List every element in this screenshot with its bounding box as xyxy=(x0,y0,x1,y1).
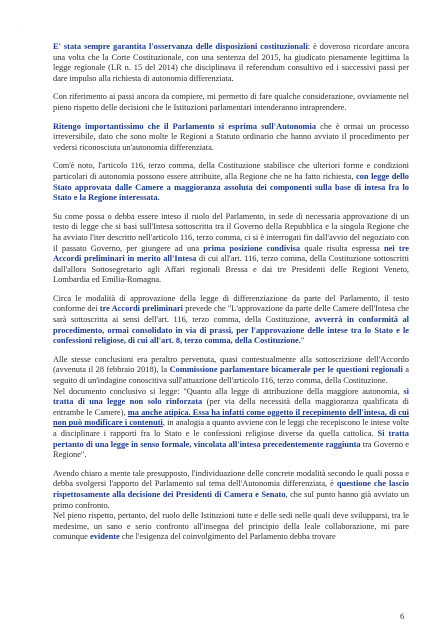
page-number: 6 xyxy=(400,612,405,621)
text-run: Nel pieno rispetto, pertanto, del ruolo delle Istituzioni tutte e delle sedi nelle quali deve svilupparsi, tra le medesime, un sano e serio confronto all'insegna del principio della leale collaborazione, mi pare comunque xyxy=(53,511,409,542)
document-body xyxy=(53,42,409,551)
text-run: , in analogia a quanto avviene con le leggi che recepiscono le intese volte a disciplinare i rapporti fra lo Stato e le confessioni religiose diverse da quella cattolica. xyxy=(53,418,409,438)
scan-mark: · xyxy=(17,22,19,28)
text-run: " xyxy=(300,336,305,346)
paragraph xyxy=(53,469,409,543)
bold-text-run: Ritengo importantissimo che il Parlamento si esprima sull'Autonomia xyxy=(53,121,317,131)
bold-text-run: ma anche atipica. Essa ha infatti come oggetto il recepimento dell'intesa, di cui non può modificare i contenuti xyxy=(53,407,410,428)
bold-text-run: tre Accordi preliminari xyxy=(99,304,184,314)
text-run: Su come possa o debba essere inteso il ruolo del Parlamento, in sede di necessaria approvazione di un testo di legge che si basi sull'Intesa sottoscritta tra il Governo della Repubblica e la singola Regione che ha avviato l'iter descritto nell'articolo 116, terzo comma, ci si è interrogati fin dall'avvio del negoziato con il passato Governo, per giungere ad una xyxy=(53,211,409,253)
text-run: a seguito di un'indagine conoscitiva sull'attuazione dell'articolo 116, terzo comma, della Costituzione. xyxy=(53,365,409,386)
bold-text-run: evidente xyxy=(89,532,120,542)
paragraph xyxy=(53,355,409,461)
text-run: che è ormai un processo irreversibile, dato che sono molte le Regioni a Statuto ordinario che hanno avviato il procedimento per vedersi riconosciuta un'autonomia differenziata. xyxy=(53,121,409,152)
text-run: che l'esigenza del coinvolgimento del Parlamento debba trovare xyxy=(119,532,336,542)
bold-text-run: avverrà in conformità al procedimento, ormai consolidato in via di prassi, per l'approvazione delle intese tra lo Stato e le confessioni religiose, di cui all'art. 8, terzo comma, della Costituzione. xyxy=(53,315,409,346)
text-run: (per via della necessità della maggioranza qualificata di entrambe le Camere), xyxy=(53,397,409,417)
paragraph xyxy=(53,212,409,286)
bold-text-run: prima posizione condivisa xyxy=(203,243,301,253)
text-run: Com'è noto, l'articolo 116, terzo comma, della Costituzione stabilisce che ulteriori forme e condizioni particolari di autonomia possono essere attribuite, alla Regione che ne ha fatto richiesta, xyxy=(53,161,409,181)
text-run: quale risulta espressa xyxy=(300,243,384,253)
bold-text-run: questione che lascio rispettosamente alla decisione dei Presidenti di Camera e Senato xyxy=(53,479,409,499)
text-run: Con riferimento ai passi ancora da compiere, mi permetto di fare qualche considerazione, ovviamente nel pieno rispetto delle decisioni che le Istituzioni parlamentari intenderanno intraprendere. xyxy=(53,92,409,112)
text-run: Avendo chiaro a mente tale presupposto, l'individuazione delle concrete modalità secondo le quali possa e debba svolgersi l'apporto del Parlamento sul tema dell'Autonomia differenziata, è xyxy=(53,468,409,489)
bold-text-run: Si tratta pertanto di una legge in senso formale, vincolata all'intesa precedentemente raggiunta xyxy=(53,429,409,449)
paragraph xyxy=(53,92,409,113)
text-run: di cui all'art. 116, terzo comma, della Costituzione sottoscritti dall'allora Sottosegretario agli Affari regionali Bressa e dai tre Presidenti delle Regioni Veneto, Lombardia ed Emilia-Romagna. xyxy=(53,254,409,285)
bold-text-run: Commissione parlamentare bicamerale per le questioni regionali xyxy=(169,365,403,375)
text-run: : è doveroso ricordare ancora una volta che la Corte Costituzionale, con una sentenza del 2015, ha giudicato pienamente legittima la legge regionale (LR n. 15 del 2014) che disciplinava il referendum consultivo ed i successivi passi per dare impulso alla richiesta di autonomia differenziata. xyxy=(53,42,409,83)
text-run: Alle stesse conclusioni era peraltro pervenuta, quasi contestualmente alla sottoscrizione dell'Accordo (avvenuta il 28 febbraio 2018), la xyxy=(53,354,409,375)
bold-text-run: si tratta di una legge non solo rinforzata xyxy=(53,386,409,407)
text-run: tra Governo e Regione". xyxy=(53,439,410,460)
bold-text-run: con legge dello Stato approvata dalle Camere a maggioranza assoluta dei componenti sulla base di intesa fra lo Stato e la Regione interessata. xyxy=(53,171,409,203)
paragraph xyxy=(53,122,409,154)
paragraph xyxy=(53,161,409,203)
text-run: prevede che "L'approvazione da parte delle Camere dell'Intesa che sarà sottoscritta ai sensi dell'art. 116, terzo comma, della Costituzione, xyxy=(53,304,409,325)
text-run: Circa le modalità di approvazione della legge di differenziazione da parte del Parlamento, il testo conforme dei xyxy=(53,293,409,314)
paragraph xyxy=(53,42,409,84)
paragraph xyxy=(53,294,409,347)
text-run: , che sul punto hanno già avviato un primo confronto. xyxy=(53,489,409,510)
bold-text-run: E' stata sempre garantita l'osservanza delle disposizioni costituzionali xyxy=(53,42,308,51)
bold-text-run: nei tre Accordi preliminari in merito all'Intesa xyxy=(53,243,409,264)
text-run: Nel documento conclusivo si legge: "Quanto alla legge di attribuzione della maggiore autonomia, xyxy=(53,386,404,396)
